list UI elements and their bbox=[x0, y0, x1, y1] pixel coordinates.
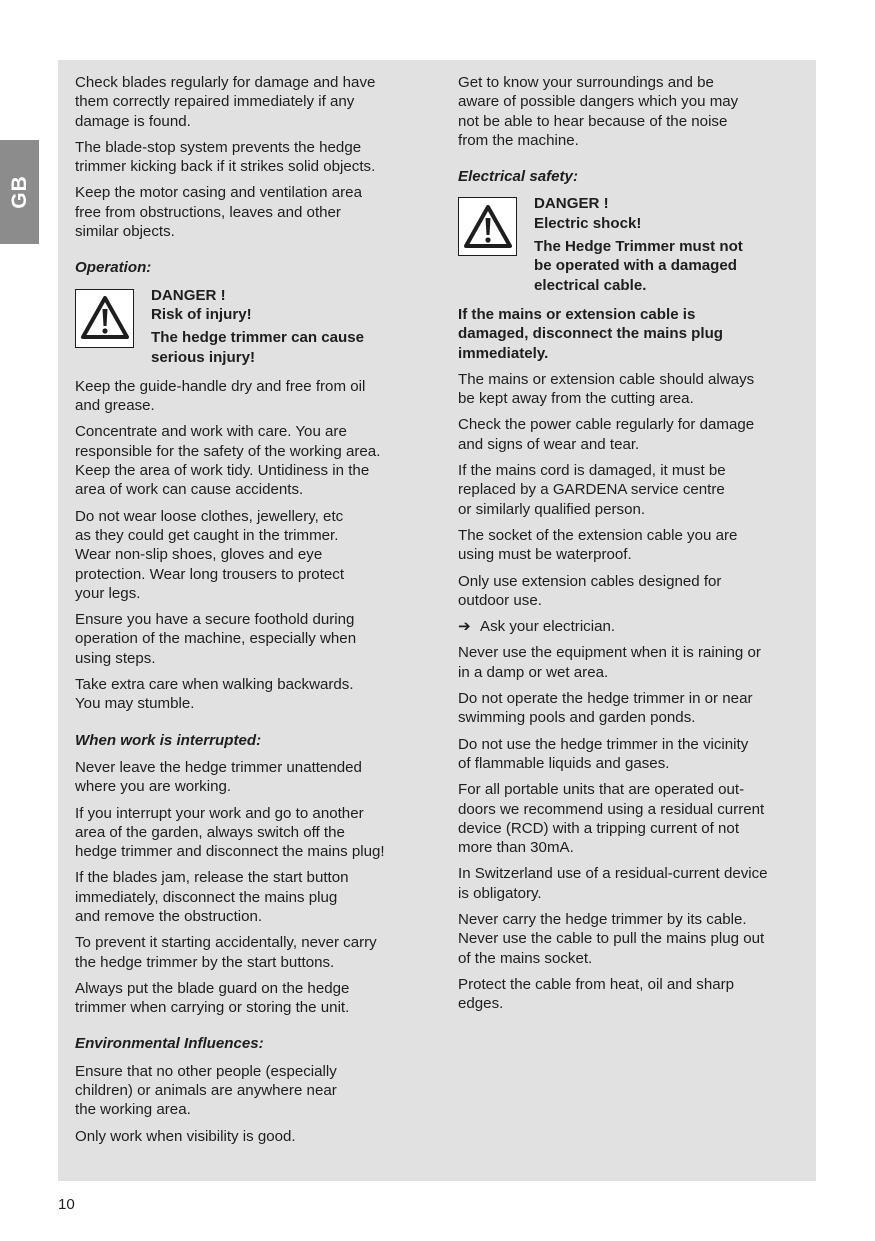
paragraph: If you interrupt your work and go to another area of the garden, always switch off the hedge trimmer and disconnect the mains plug! bbox=[75, 804, 385, 861]
section-heading-electrical: Electrical safety: bbox=[458, 168, 578, 186]
paragraph: The socket of the extension cable you are using must be waterproof. bbox=[458, 526, 738, 564]
danger-message: The hedge trimmer can cause serious injury! bbox=[151, 329, 365, 366]
language-tab-label: GB bbox=[7, 175, 31, 209]
paragraph: Never carry the hedge trimmer by its cable. Never use the cable to pull the mains plug out of the mains socket. bbox=[458, 910, 765, 967]
paragraph: Check the power cable regularly for damage and signs of wear and tear. bbox=[458, 416, 755, 453]
arrow-right-icon: ➔ bbox=[458, 618, 471, 636]
arrow-instruction bbox=[458, 617, 808, 636]
danger-title: DANGER ! bbox=[534, 195, 609, 213]
language-tab bbox=[0, 140, 39, 244]
paragraph: For all portable units that are operated out- doors we recommend using a residual current device (RCD) with a tripping current of not more than 30mA. bbox=[458, 781, 765, 857]
warning-triangle-icon bbox=[75, 289, 134, 348]
paragraph: Do not operate the hedge trimmer in or near swimming pools and garden ponds. bbox=[458, 690, 753, 727]
paragraph: Get to know your surroundings and be aware of possible dangers which you may not be able to hear because of the noise from the machine. bbox=[458, 74, 739, 149]
right-column bbox=[458, 73, 808, 1020]
paragraph: The blade-stop system prevents the hedge trimmer kicking back if it strikes solid objects. bbox=[75, 138, 376, 176]
paragraph: Never leave the hedge trimmer unattended where you are working. bbox=[75, 758, 362, 796]
paragraph: Take extra care when walking backwards. You may stumble. bbox=[75, 676, 354, 713]
paragraph: Concentrate and work with care. You are responsible for the safety of the working area. Keep the area of work tidy. Untidiness in the area of work can cause accidents. bbox=[75, 423, 381, 499]
danger-notice-electric bbox=[458, 194, 808, 294]
paragraph: Do not wear loose clothes, jewellery, etc as they could get caught in the trimmer. Wear non-slip shoes, gloves and eye protection. Wear long trousers to protect your legs. bbox=[75, 507, 345, 602]
arrow-instruction-text: Ask your electrician. bbox=[480, 618, 616, 636]
page-number: 10 bbox=[58, 1196, 75, 1213]
paragraph: If the mains cord is damaged, it must be replaced by a GARDENA service centre or similarly qualified person. bbox=[458, 462, 726, 518]
section-heading-operation: Operation: bbox=[75, 259, 152, 277]
left-column bbox=[75, 73, 425, 1153]
paragraph: Always put the blade guard on the hedge trimmer when carrying or storing the unit. bbox=[75, 979, 350, 1017]
paragraph: In Switzerland use of a residual-current device is obligatory. bbox=[458, 865, 768, 902]
danger-title: DANGER ! bbox=[151, 286, 226, 304]
content-panel bbox=[58, 60, 816, 1181]
paragraph: Ensure that no other people (especially children) or animals are anywhere near the working area. bbox=[75, 1062, 337, 1119]
paragraph: Ensure you have a secure foothold during operation of the machine, especially when using steps. bbox=[75, 611, 357, 667]
paragraph: To prevent it starting accidentally, never carry the hedge trimmer by the start buttons. bbox=[75, 934, 377, 971]
paragraph: Only use extension cables designed for outdoor use. bbox=[458, 572, 722, 609]
paragraph: Never use the equipment when it is raining or in a damp or wet area. bbox=[458, 644, 761, 681]
paragraph: Keep the motor casing and ventilation area free from obstructions, leaves and other similar objects. bbox=[75, 184, 362, 241]
paragraph: Protect the cable from heat, oil and sharp edges. bbox=[458, 975, 735, 1013]
danger-subtitle: Electric shock! bbox=[534, 214, 642, 232]
warning-triangle-icon bbox=[458, 197, 517, 256]
paragraph: The mains or extension cable should always be kept away from the cutting area. bbox=[458, 370, 755, 408]
paragraph: Keep the guide-handle dry and free from oil and grease. bbox=[75, 377, 366, 415]
danger-notice-injury bbox=[75, 286, 425, 367]
danger-message: The Hedge Trimmer must not be operated with a damaged electrical cable. bbox=[534, 238, 743, 294]
paragraph: Do not use the hedge trimmer in the vicinity of flammable liquids and gases. bbox=[458, 735, 749, 772]
paragraph: Check blades regularly for damage and have them correctly repaired immediately if any damage is found. bbox=[75, 74, 376, 130]
paragraph: If the blades jam, release the start button immediately, disconnect the mains plug and remove the obstruction. bbox=[75, 869, 349, 925]
bold-instruction: If the mains or extension cable is damaged, disconnect the mains plug immediately. bbox=[458, 305, 724, 362]
danger-subtitle: Risk of injury! bbox=[151, 305, 252, 323]
section-heading-interrupted: When work is interrupted: bbox=[75, 731, 262, 749]
section-heading-environment: Environmental Influences: bbox=[75, 1035, 264, 1053]
paragraph: Only work when visibility is good. bbox=[75, 1127, 296, 1145]
